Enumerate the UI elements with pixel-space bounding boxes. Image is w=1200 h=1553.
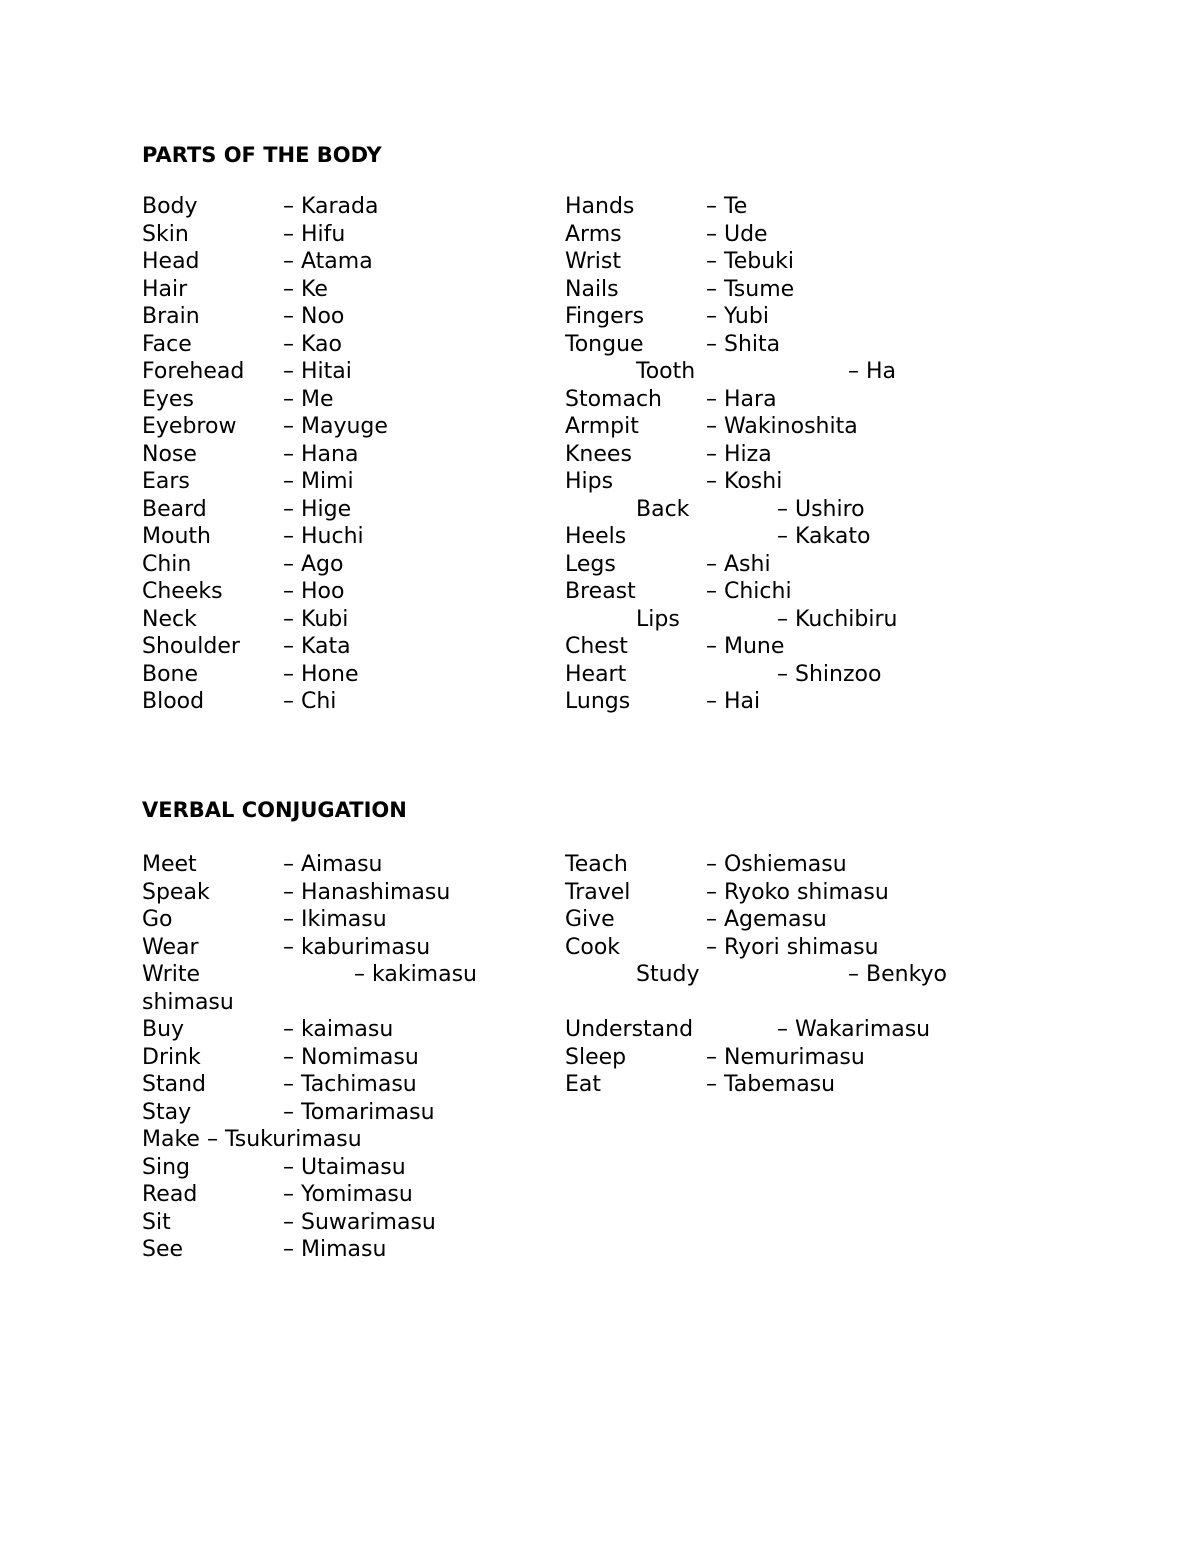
vocab-translation: – Yomimasu [283, 1182, 413, 1207]
vocab-translation: – Chi [283, 689, 337, 714]
vocab-translation: – Hitai [283, 359, 352, 384]
vocab-term: Heels [565, 524, 627, 549]
vocab-translation: – Tachimasu [283, 1072, 417, 1097]
vocab-term: Eyebrow [142, 414, 237, 439]
vocab-term: Forehead [142, 359, 245, 384]
vocab-term: Wear [142, 934, 199, 960]
vocab-term: Body [142, 194, 198, 219]
vocab-term: Legs [565, 551, 616, 577]
vocab-translation: – Ude [706, 221, 768, 247]
vocab-translation: – Tebuki [706, 249, 794, 274]
vocab-row [565, 851, 847, 879]
vocab-translation: – Mimasu [283, 1237, 387, 1262]
vocab-row [565, 989, 572, 1017]
vocab-translation: – Kakato [777, 524, 871, 549]
vocab-term: Shoulder [142, 634, 240, 659]
vocab-translation: – Ryoko shimasu [706, 879, 889, 905]
vocab-row [142, 1126, 362, 1154]
vocab-translation: – Hiza [706, 441, 772, 467]
vocab-row [565, 879, 889, 907]
section-title-body-parts: PARTS OF THE BODY [142, 143, 382, 167]
vocab-term: Cheeks [142, 579, 223, 604]
vocab-translation: – Utaimasu [283, 1154, 406, 1180]
vocab-translation: – Ushiro [777, 496, 865, 522]
vocab-translation: – Oshiemasu [706, 852, 847, 877]
vocab-translation: – Hifu [283, 221, 346, 247]
vocab-translation: – Shita [706, 331, 781, 357]
vocab-term: Head [142, 249, 200, 274]
vocab-translation: – Shinzoo [777, 661, 882, 687]
vocab-translation: – kaburimasu [283, 934, 431, 960]
vocab-translation: – Hai [706, 689, 761, 714]
vocab-term: Hands [565, 194, 635, 219]
vocab-row [565, 1016, 931, 1044]
vocab-translation: – Nomimasu [283, 1044, 419, 1070]
vocab-term: Chest [565, 634, 628, 659]
vocab-term: Read [142, 1182, 198, 1207]
vocab-term: Stomach [565, 386, 663, 412]
vocab-term: Stand [142, 1072, 206, 1097]
vocab-term: Face [142, 331, 192, 357]
vocab-translation: – Hone [283, 661, 359, 687]
vocab-translation: – kaimasu [283, 1017, 394, 1042]
vocab-term: Ears [142, 469, 190, 494]
vocab-translation: – Huchi [283, 524, 364, 549]
verbs-left-list [142, 851, 477, 1264]
vocab-translation: – Mune [706, 634, 785, 659]
vocab-term: Nose [142, 441, 197, 467]
vocab-term: Skin [142, 221, 189, 247]
vocab-row [142, 934, 431, 962]
vocab-term: Bone [142, 661, 199, 687]
vocab-term: Sit [142, 1209, 171, 1235]
vocab-row [142, 851, 383, 879]
vocab-term: Teach [565, 852, 628, 877]
vocab-row [565, 906, 827, 934]
vocab-translation: – Ha [848, 359, 897, 384]
vocab-term: Tongue [565, 331, 644, 357]
vocab-term: Brain [142, 304, 200, 329]
vocab-term: Sleep [565, 1044, 627, 1070]
vocab-term: Lips [636, 606, 680, 632]
vocab-translation: – Yubi [706, 304, 769, 329]
vocab-term: Give [565, 907, 615, 932]
vocab-row [142, 1181, 413, 1209]
vocab-translation: – Kao [283, 331, 342, 357]
vocab-term: Fingers [565, 304, 645, 329]
vocab-term: Drink [142, 1044, 201, 1070]
vocab-term: Neck [142, 606, 197, 632]
vocab-term: Armpit [565, 414, 639, 439]
vocab-term: Make [142, 1127, 200, 1152]
vocab-translation: – Ikimasu [283, 907, 387, 932]
vocab-term: Eyes [142, 386, 194, 412]
vocab-translation: – Tomarimasu [283, 1099, 435, 1125]
vocab-row [142, 1016, 394, 1044]
vocab-row [565, 961, 947, 989]
vocab-translation: – Agemasu [706, 907, 827, 932]
vocab-term: Nails [565, 276, 619, 302]
vocab-row [142, 961, 477, 1016]
vocab-translation: – Ago [283, 551, 344, 577]
vocab-translation: – Tsume [706, 276, 795, 302]
vocab-term: Breast [565, 579, 636, 604]
vocab-row [142, 1099, 435, 1127]
vocab-translation: – Me [283, 386, 334, 412]
vocab-translation: – Tabemasu [706, 1072, 836, 1097]
vocab-row [142, 1071, 417, 1099]
vocab-term: Tooth [636, 359, 696, 384]
vocab-translation: – Wakinoshita [706, 414, 858, 439]
vocab-term: Meet [142, 852, 197, 877]
vocab-translation: – Ke [283, 276, 328, 302]
vocab-term: Mouth [142, 524, 211, 549]
vocab-translation-continuation: shimasu [142, 989, 234, 1015]
vocab-term: See [142, 1237, 184, 1262]
vocab-row [565, 1044, 865, 1072]
vocab-translation: – Atama [283, 249, 373, 274]
vocab-row [142, 879, 451, 907]
vocab-term: Chin [142, 551, 192, 577]
vocab-term: Blood [142, 689, 205, 714]
vocab-translation: – Hana [283, 441, 359, 467]
vocab-term: Understand [565, 1017, 694, 1042]
vocab-row [565, 934, 879, 962]
vocab-translation: – Kubi [283, 606, 349, 632]
vocab-translation: – Hige [283, 496, 352, 522]
vocab-translation: – kakimasu [354, 962, 477, 987]
vocab-term: Hair [142, 276, 188, 302]
vocab-translation: – Tsukurimasu [206, 1127, 362, 1152]
vocab-translation: – Mimi [283, 469, 354, 494]
vocab-term: Arms [565, 221, 622, 247]
vocab-translation: – Mayuge [283, 414, 388, 439]
vocab-translation: – Ashi [706, 551, 771, 577]
vocab-row [142, 1044, 419, 1072]
vocab-translation: – Hanashimasu [283, 879, 451, 905]
vocab-translation: – Karada [283, 194, 379, 219]
vocab-translation: – Ryori shimasu [706, 934, 879, 960]
vocab-term: Sing [142, 1154, 190, 1180]
vocab-term: Beard [142, 496, 207, 522]
vocab-term: Go [142, 907, 173, 932]
vocab-term: Eat [565, 1072, 602, 1097]
vocab-translation: – Aimasu [283, 852, 383, 877]
vocab-term: Back [636, 496, 690, 522]
vocab-term: Travel [565, 879, 631, 905]
vocab-translation: – Koshi [706, 469, 783, 494]
vocab-translation: – Kata [283, 634, 351, 659]
vocab-term: Cook [565, 934, 621, 960]
vocab-term: Buy [142, 1017, 185, 1042]
vocab-translation: – Chichi [706, 579, 792, 604]
vocab-translation: – Noo [283, 304, 345, 329]
vocab-term: Stay [142, 1099, 192, 1125]
verbs-right-list [565, 851, 947, 1099]
vocab-row [142, 1209, 436, 1237]
vocab-term: Write [142, 962, 201, 987]
vocab-term: Speak [142, 879, 210, 905]
vocab-translation: – Nemurimasu [706, 1044, 865, 1070]
vocab-term: Knees [565, 441, 632, 467]
vocab-term: Heart [565, 661, 627, 687]
section-title-verbal-conjugation: VERBAL CONJUGATION [142, 798, 407, 822]
vocab-term: Study [636, 962, 700, 987]
vocab-translation: – Suwarimasu [283, 1209, 436, 1235]
vocab-row [565, 1071, 836, 1099]
vocab-translation: – Wakarimasu [777, 1017, 931, 1042]
vocab-translation: – Benkyo [848, 962, 947, 987]
vocab-translation: – Hoo [283, 579, 345, 604]
vocab-translation: – Kuchibiru [777, 606, 898, 632]
vocab-row [142, 906, 387, 934]
vocab-translation: – Hara [706, 386, 777, 412]
vocab-term: Hips [565, 469, 614, 494]
vocab-term: Lungs [565, 689, 631, 714]
vocab-row [142, 1236, 387, 1264]
vocab-translation: – Te [706, 194, 748, 219]
vocab-term: Wrist [565, 249, 622, 274]
vocab-row [142, 1154, 406, 1182]
